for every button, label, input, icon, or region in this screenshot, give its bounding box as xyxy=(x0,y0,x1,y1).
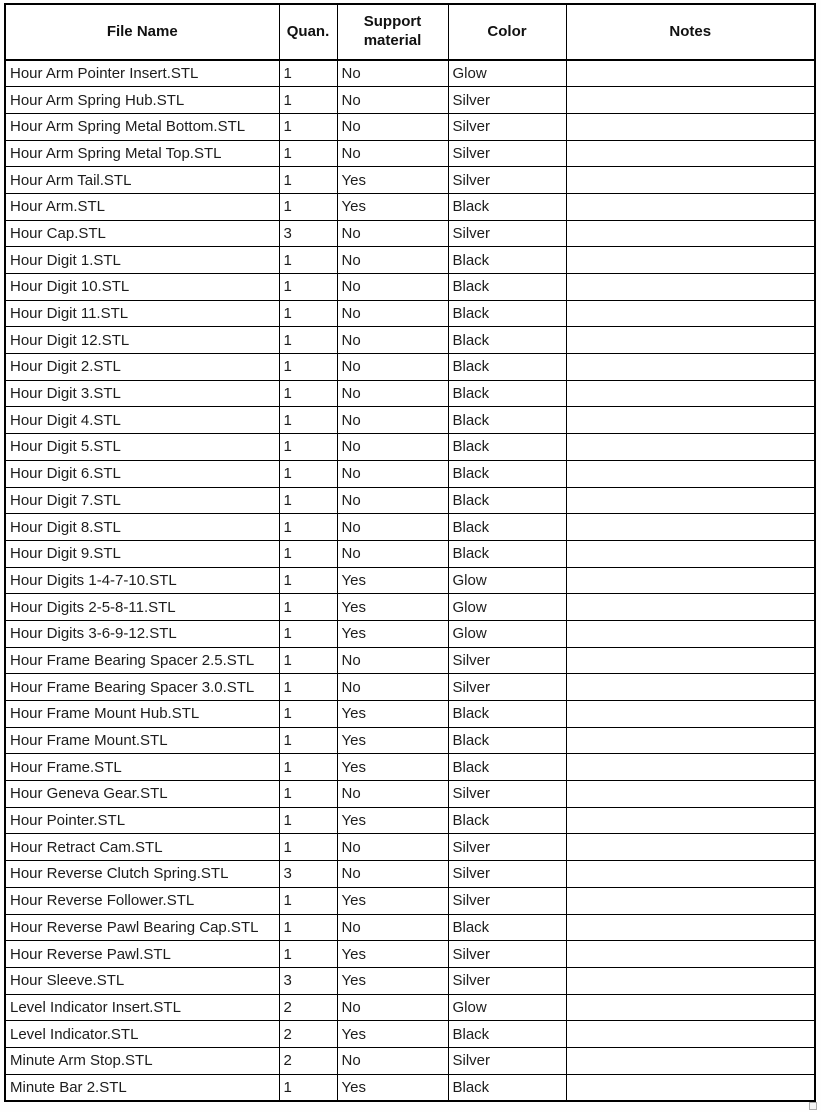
cell-notes xyxy=(566,994,815,1021)
cell-color: Black xyxy=(448,727,566,754)
table-row xyxy=(5,380,815,407)
cell-color: Black xyxy=(448,354,566,381)
cell-support: Yes xyxy=(337,727,448,754)
cell-qty: 1 xyxy=(279,567,337,594)
cell-qty: 1 xyxy=(279,834,337,861)
table-resize-handle-icon[interactable] xyxy=(809,1102,817,1110)
column-header-notes: Notes xyxy=(566,4,815,60)
cell-notes xyxy=(566,914,815,941)
cell-support: No xyxy=(337,834,448,861)
cell-support: No xyxy=(337,220,448,247)
cell-file: Hour Reverse Clutch Spring.STL xyxy=(5,861,279,888)
cell-qty: 1 xyxy=(279,407,337,434)
cell-qty: 1 xyxy=(279,167,337,194)
cell-support: No xyxy=(337,540,448,567)
cell-color: Black xyxy=(448,514,566,541)
cell-file: Hour Frame.STL xyxy=(5,754,279,781)
cell-support: No xyxy=(337,914,448,941)
cell-color: Silver xyxy=(448,967,566,994)
cell-color: Black xyxy=(448,540,566,567)
cell-notes xyxy=(566,540,815,567)
table-row xyxy=(5,460,815,487)
column-header-file-name: File Name xyxy=(5,4,279,60)
cell-file: Minute Arm Stop.STL xyxy=(5,1047,279,1074)
cell-color: Glow xyxy=(448,60,566,87)
cell-color: Silver xyxy=(448,220,566,247)
table-row xyxy=(5,620,815,647)
cell-notes xyxy=(566,434,815,461)
table-row xyxy=(5,327,815,354)
cell-support: No xyxy=(337,994,448,1021)
table-row xyxy=(5,941,815,968)
cell-notes xyxy=(566,887,815,914)
cell-support: Yes xyxy=(337,967,448,994)
cell-qty: 3 xyxy=(279,967,337,994)
cell-qty: 1 xyxy=(279,914,337,941)
cell-file: Hour Digit 12.STL xyxy=(5,327,279,354)
cell-support: No xyxy=(337,1047,448,1074)
cell-color: Black xyxy=(448,327,566,354)
table-row xyxy=(5,887,815,914)
cell-file: Hour Frame Mount.STL xyxy=(5,727,279,754)
cell-file: Minute Bar 2.STL xyxy=(5,1074,279,1101)
table-row xyxy=(5,87,815,114)
cell-qty: 3 xyxy=(279,220,337,247)
cell-notes xyxy=(566,60,815,87)
table-row xyxy=(5,754,815,781)
cell-notes xyxy=(566,1047,815,1074)
cell-file: Hour Reverse Pawl.STL xyxy=(5,941,279,968)
cell-qty: 1 xyxy=(279,193,337,220)
table-row xyxy=(5,247,815,274)
cell-qty: 1 xyxy=(279,647,337,674)
cell-color: Silver xyxy=(448,887,566,914)
cell-file: Hour Arm Spring Metal Top.STL xyxy=(5,140,279,167)
cell-support: No xyxy=(337,781,448,808)
cell-support: Yes xyxy=(337,701,448,728)
cell-notes xyxy=(566,807,815,834)
cell-notes xyxy=(566,354,815,381)
cell-qty: 1 xyxy=(279,620,337,647)
cell-file: Hour Reverse Pawl Bearing Cap.STL xyxy=(5,914,279,941)
cell-file: Hour Digits 3-6-9-12.STL xyxy=(5,620,279,647)
cell-qty: 1 xyxy=(279,274,337,301)
cell-color: Black xyxy=(448,274,566,301)
cell-file: Hour Digit 1.STL xyxy=(5,247,279,274)
cell-qty: 1 xyxy=(279,887,337,914)
cell-qty: 1 xyxy=(279,60,337,87)
cell-notes xyxy=(566,1074,815,1101)
cell-qty: 1 xyxy=(279,807,337,834)
cell-notes xyxy=(566,113,815,140)
cell-support: Yes xyxy=(337,941,448,968)
table-row xyxy=(5,727,815,754)
cell-notes xyxy=(566,220,815,247)
cell-support: No xyxy=(337,247,448,274)
table-row xyxy=(5,167,815,194)
cell-color: Black xyxy=(448,701,566,728)
table-row xyxy=(5,193,815,220)
cell-file: Hour Frame Bearing Spacer 2.5.STL xyxy=(5,647,279,674)
table-row xyxy=(5,540,815,567)
cell-color: Glow xyxy=(448,594,566,621)
cell-file: Hour Cap.STL xyxy=(5,220,279,247)
cell-notes xyxy=(566,327,815,354)
cell-qty: 1 xyxy=(279,1074,337,1101)
cell-color: Black xyxy=(448,300,566,327)
cell-notes xyxy=(566,407,815,434)
cell-color: Silver xyxy=(448,674,566,701)
cell-qty: 1 xyxy=(279,327,337,354)
cell-notes xyxy=(566,380,815,407)
table-row xyxy=(5,647,815,674)
cell-qty: 1 xyxy=(279,434,337,461)
cell-color: Glow xyxy=(448,567,566,594)
cell-file: Hour Digit 4.STL xyxy=(5,407,279,434)
cell-file: Hour Digits 2-5-8-11.STL xyxy=(5,594,279,621)
cell-notes xyxy=(566,460,815,487)
cell-file: Hour Digit 6.STL xyxy=(5,460,279,487)
cell-file: Hour Digit 5.STL xyxy=(5,434,279,461)
cell-support: No xyxy=(337,113,448,140)
cell-qty: 1 xyxy=(279,514,337,541)
cell-qty: 1 xyxy=(279,727,337,754)
table-row xyxy=(5,807,815,834)
cell-color: Black xyxy=(448,754,566,781)
cell-file: Level Indicator Insert.STL xyxy=(5,994,279,1021)
cell-support: No xyxy=(337,674,448,701)
cell-notes xyxy=(566,834,815,861)
table-row xyxy=(5,594,815,621)
cell-color: Black xyxy=(448,807,566,834)
cell-notes xyxy=(566,274,815,301)
cell-qty: 1 xyxy=(279,247,337,274)
cell-color: Silver xyxy=(448,941,566,968)
cell-notes xyxy=(566,167,815,194)
cell-qty: 1 xyxy=(279,113,337,140)
cell-support: No xyxy=(337,60,448,87)
cell-color: Silver xyxy=(448,113,566,140)
cell-notes xyxy=(566,941,815,968)
cell-qty: 1 xyxy=(279,781,337,808)
cell-notes xyxy=(566,193,815,220)
cell-qty: 1 xyxy=(279,941,337,968)
cell-support: Yes xyxy=(337,1021,448,1048)
table-row xyxy=(5,274,815,301)
cell-file: Hour Digit 7.STL xyxy=(5,487,279,514)
cell-file: Hour Retract Cam.STL xyxy=(5,834,279,861)
cell-file: Level Indicator.STL xyxy=(5,1021,279,1048)
cell-support: Yes xyxy=(337,620,448,647)
cell-color: Black xyxy=(448,487,566,514)
cell-notes xyxy=(566,754,815,781)
table-row xyxy=(5,967,815,994)
cell-qty: 1 xyxy=(279,674,337,701)
cell-color: Black xyxy=(448,434,566,461)
table-row xyxy=(5,60,815,87)
cell-notes xyxy=(566,140,815,167)
cell-color: Glow xyxy=(448,994,566,1021)
cell-notes xyxy=(566,967,815,994)
cell-color: Black xyxy=(448,1021,566,1048)
cell-qty: 2 xyxy=(279,1021,337,1048)
cell-color: Silver xyxy=(448,1047,566,1074)
cell-notes xyxy=(566,247,815,274)
cell-support: No xyxy=(337,407,448,434)
cell-qty: 2 xyxy=(279,994,337,1021)
table-row xyxy=(5,514,815,541)
cell-color: Silver xyxy=(448,834,566,861)
cell-color: Black xyxy=(448,407,566,434)
cell-color: Glow xyxy=(448,620,566,647)
table-row xyxy=(5,861,815,888)
cell-qty: 3 xyxy=(279,861,337,888)
cell-color: Silver xyxy=(448,861,566,888)
cell-support: No xyxy=(337,87,448,114)
column-header-color: Color xyxy=(448,4,566,60)
table-row xyxy=(5,1074,815,1101)
table-row xyxy=(5,674,815,701)
cell-support: Yes xyxy=(337,887,448,914)
table-row xyxy=(5,567,815,594)
cell-notes xyxy=(566,514,815,541)
table-row xyxy=(5,701,815,728)
table-row xyxy=(5,220,815,247)
cell-file: Hour Digit 11.STL xyxy=(5,300,279,327)
cell-qty: 1 xyxy=(279,540,337,567)
bom-table xyxy=(4,3,816,1102)
cell-notes xyxy=(566,861,815,888)
cell-color: Silver xyxy=(448,140,566,167)
table-row xyxy=(5,1047,815,1074)
cell-qty: 1 xyxy=(279,701,337,728)
cell-color: Silver xyxy=(448,167,566,194)
cell-notes xyxy=(566,567,815,594)
cell-qty: 1 xyxy=(279,487,337,514)
cell-color: Black xyxy=(448,380,566,407)
cell-support: Yes xyxy=(337,594,448,621)
cell-notes xyxy=(566,781,815,808)
cell-color: Silver xyxy=(448,781,566,808)
cell-qty: 1 xyxy=(279,594,337,621)
cell-file: Hour Arm.STL xyxy=(5,193,279,220)
cell-color: Silver xyxy=(448,87,566,114)
cell-support: No xyxy=(337,861,448,888)
cell-notes xyxy=(566,647,815,674)
cell-notes xyxy=(566,620,815,647)
cell-file: Hour Arm Spring Metal Bottom.STL xyxy=(5,113,279,140)
cell-color: Silver xyxy=(448,647,566,674)
table-row xyxy=(5,834,815,861)
table-row xyxy=(5,113,815,140)
cell-support: No xyxy=(337,274,448,301)
cell-file: Hour Arm Tail.STL xyxy=(5,167,279,194)
table-row xyxy=(5,407,815,434)
cell-support: No xyxy=(337,487,448,514)
cell-support: Yes xyxy=(337,1074,448,1101)
cell-color: Black xyxy=(448,1074,566,1101)
cell-qty: 1 xyxy=(279,380,337,407)
cell-color: Black xyxy=(448,460,566,487)
cell-notes xyxy=(566,300,815,327)
cell-qty: 1 xyxy=(279,354,337,381)
cell-color: Black xyxy=(448,914,566,941)
cell-support: No xyxy=(337,514,448,541)
header-row xyxy=(5,4,815,60)
cell-file: Hour Arm Spring Hub.STL xyxy=(5,87,279,114)
cell-notes xyxy=(566,487,815,514)
column-header-support-material: Support material xyxy=(337,4,448,60)
cell-support: Yes xyxy=(337,167,448,194)
cell-file: Hour Frame Bearing Spacer 3.0.STL xyxy=(5,674,279,701)
cell-support: No xyxy=(337,300,448,327)
column-header-quantity: Quan. xyxy=(279,4,337,60)
table-header xyxy=(5,4,815,60)
cell-file: Hour Pointer.STL xyxy=(5,807,279,834)
cell-file: Hour Frame Mount Hub.STL xyxy=(5,701,279,728)
cell-notes xyxy=(566,674,815,701)
cell-file: Hour Digits 1-4-7-10.STL xyxy=(5,567,279,594)
table-row xyxy=(5,140,815,167)
table-row xyxy=(5,1021,815,1048)
cell-file: Hour Geneva Gear.STL xyxy=(5,781,279,808)
table-row xyxy=(5,487,815,514)
cell-notes xyxy=(566,727,815,754)
cell-qty: 1 xyxy=(279,300,337,327)
cell-notes xyxy=(566,701,815,728)
cell-support: No xyxy=(337,460,448,487)
cell-file: Hour Reverse Follower.STL xyxy=(5,887,279,914)
table-row xyxy=(5,434,815,461)
cell-qty: 1 xyxy=(279,140,337,167)
cell-support: Yes xyxy=(337,754,448,781)
cell-file: Hour Digit 9.STL xyxy=(5,540,279,567)
cell-support: Yes xyxy=(337,193,448,220)
cell-notes xyxy=(566,87,815,114)
cell-file: Hour Digit 10.STL xyxy=(5,274,279,301)
cell-support: Yes xyxy=(337,807,448,834)
cell-support: No xyxy=(337,647,448,674)
table-row xyxy=(5,781,815,808)
cell-support: No xyxy=(337,327,448,354)
cell-notes xyxy=(566,1021,815,1048)
cell-file: Hour Digit 8.STL xyxy=(5,514,279,541)
cell-qty: 2 xyxy=(279,1047,337,1074)
cell-qty: 1 xyxy=(279,460,337,487)
cell-file: Hour Digit 2.STL xyxy=(5,354,279,381)
cell-support: No xyxy=(337,380,448,407)
cell-support: Yes xyxy=(337,567,448,594)
cell-file: Hour Digit 3.STL xyxy=(5,380,279,407)
table-row xyxy=(5,994,815,1021)
cell-file: Hour Sleeve.STL xyxy=(5,967,279,994)
table-row xyxy=(5,914,815,941)
cell-color: Black xyxy=(448,193,566,220)
cell-qty: 1 xyxy=(279,754,337,781)
cell-support: No xyxy=(337,354,448,381)
cell-qty: 1 xyxy=(279,87,337,114)
cell-support: No xyxy=(337,434,448,461)
cell-color: Black xyxy=(448,247,566,274)
cell-file: Hour Arm Pointer Insert.STL xyxy=(5,60,279,87)
cell-notes xyxy=(566,594,815,621)
table-row xyxy=(5,300,815,327)
table-row xyxy=(5,354,815,381)
cell-support: No xyxy=(337,140,448,167)
table-body xyxy=(5,60,815,1101)
